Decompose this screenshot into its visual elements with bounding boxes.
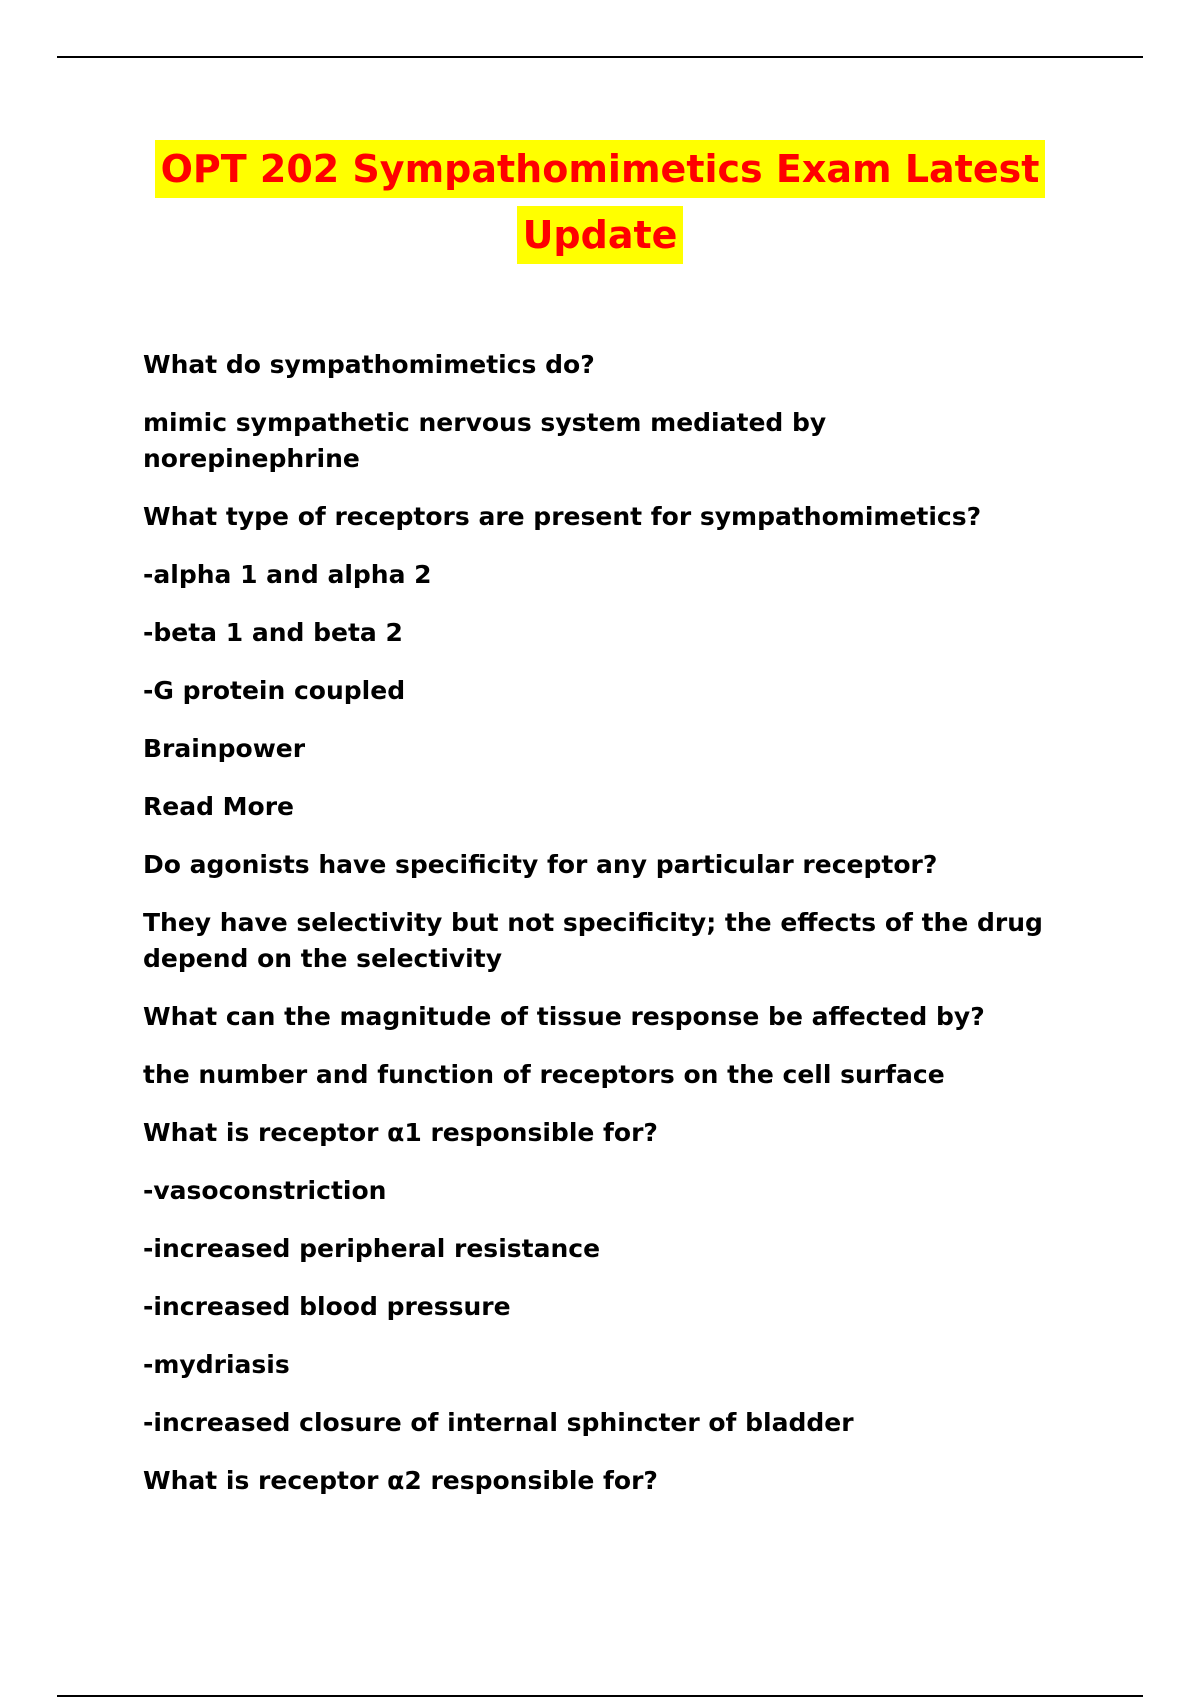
document-title: [0, 140, 1200, 264]
top-rule: [57, 56, 1143, 58]
question-text: What do sympathomimetics do?: [143, 350, 595, 379]
answer-text: -vasoconstriction: [143, 1176, 387, 1205]
answer-text: They have selectivity but not specificity; the effects of the drug depend on the selectivity: [143, 908, 1043, 973]
answer-text: -increased peripheral resistance: [143, 1234, 601, 1263]
question-text: What is receptor α2 responsible for?: [143, 1466, 658, 1495]
question-text: Do agonists have specificity for any particular receptor?: [143, 850, 938, 879]
answer-text: -G protein coupled: [143, 676, 406, 705]
bottom-rule: [57, 1695, 1143, 1697]
answer-text: -alpha 1 and alpha 2: [143, 560, 432, 589]
title-line-2: Update: [517, 206, 684, 264]
question-text: What is receptor α1 responsible for?: [143, 1118, 658, 1147]
title-line-1: OPT 202 Sympathomimetics Exam Latest: [155, 140, 1046, 198]
answer-text: the number and function of receptors on the cell surface: [143, 1060, 945, 1089]
brainpower-text: Brainpower: [143, 734, 306, 763]
answer-text: -beta 1 and beta 2: [143, 618, 403, 647]
answer-text: -increased blood pressure: [143, 1292, 511, 1321]
question-text: What type of receptors are present for sympathomimetics?: [143, 502, 982, 531]
answer-text: mimic sympathetic nervous system mediated by norepinephrine: [143, 408, 827, 473]
answer-text: -increased closure of internal sphincter of bladder: [143, 1408, 854, 1437]
read-more-text: Read More: [143, 792, 295, 821]
document-body: [143, 347, 1043, 1521]
answer-text: -mydriasis: [143, 1350, 290, 1379]
question-text: What can the magnitude of tissue response be affected by?: [143, 1002, 985, 1031]
